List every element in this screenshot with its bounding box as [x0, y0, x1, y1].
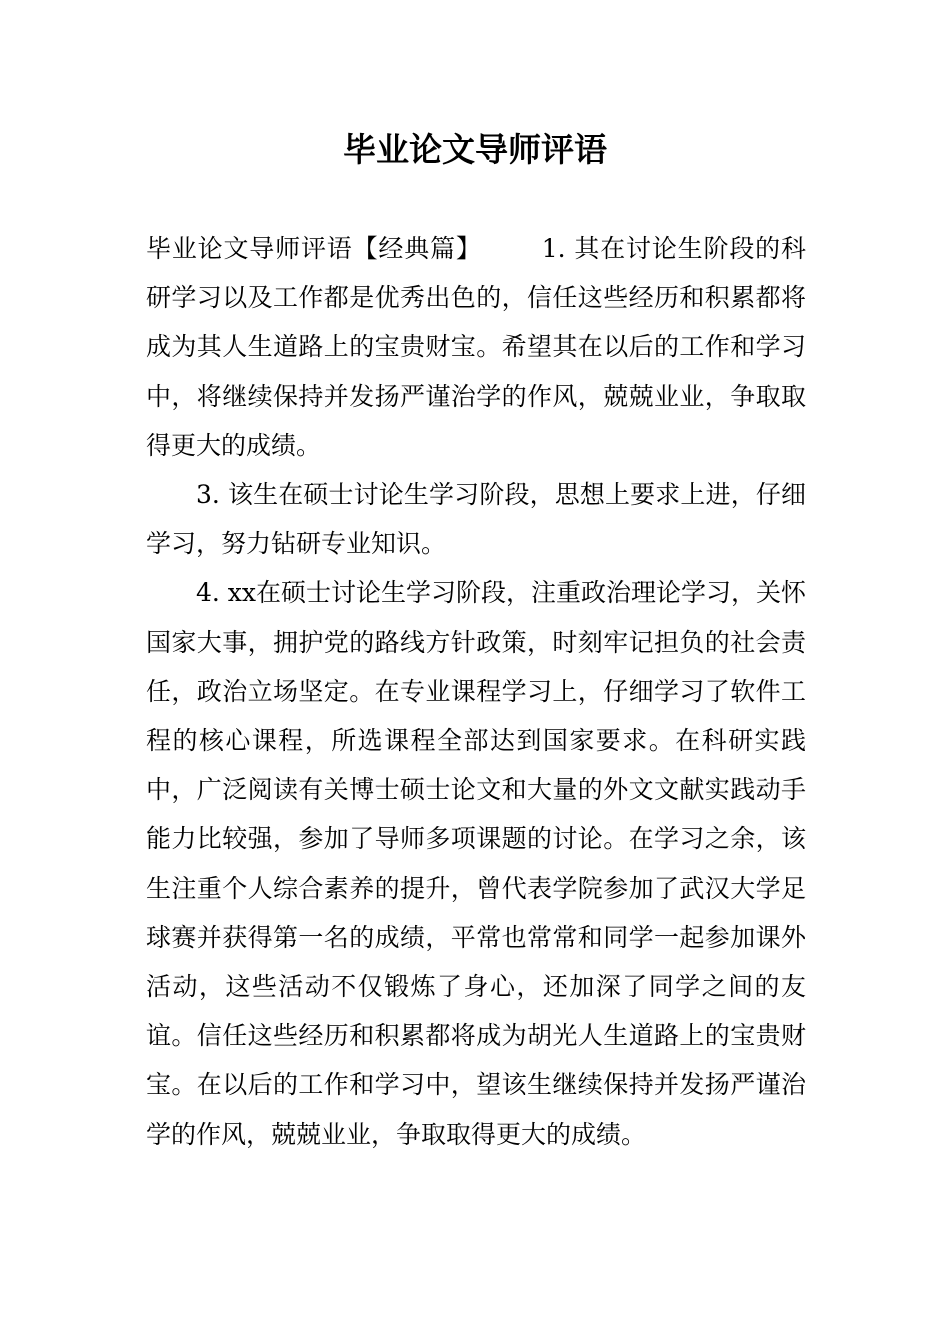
paragraph-3: 3. 该生在硕士讨论生学习阶段，思想上要求上进，仔细学习，努力钻研专业知识。 — [146, 480, 806, 559]
document-title: 毕业论文导师评语 — [343, 130, 607, 169]
paragraph-1 — [146, 224, 806, 470]
document-body — [146, 224, 806, 1159]
intro-heading: 毕业论文导师评语【经典篇】 — [146, 234, 482, 263]
paragraph-4: 4. xx在硕士讨论生学习阶段，注重政治理论学习，关怀国家大事，拥护党的路线方针政策，时刻牢记担负的社会责任，政治立场坚定。在专业课程学习上，仔细学习了软件工程的核心课程，所选课程全部达到国家要求。在科研实践中，广泛阅读有关博士硕士论文和大量的外文文献实践动手能力比较强，参加了导师多项课题的讨论。在学习之余，该生注重个人综合素养的提升，曾代表学院参加了武汉大学足球赛并获得第一名的成绩，平常也常常和同学一起参加课外活动，这些活动不仅锻炼了身心，还加深了同学之间的友谊。信任这些经历和积累都将成为胡光人生道路上的宝贵财宝。在以后的工作和学习中，望该生继续保持并发扬严谨治学的作风，兢兢业业，争取取得更大的成绩。 — [146, 578, 806, 1149]
paragraph-1-text: 1. 其在讨论生阶段的科研学习以及工作都是优秀出色的，信任这些经历和积累都将成为其人生道路上的宝贵财宝。希望其在以后的工作和学习中，将继续保持并发扬严谨治学的作风，兢兢业业，争取取得更大的成绩。 — [146, 234, 806, 460]
